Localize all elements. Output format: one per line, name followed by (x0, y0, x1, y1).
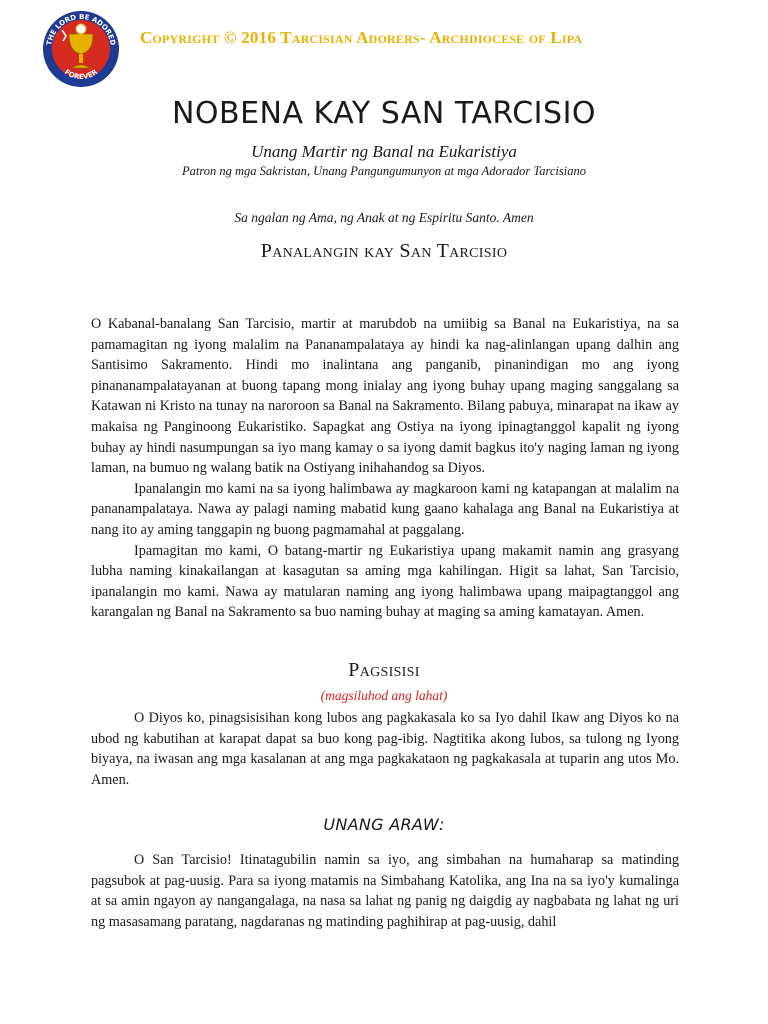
page-title: NOBENA KAY SAN TARCISIO (171, 96, 597, 131)
patron-line: Patron ng mga Sakristan, Unang Pangungumunyon at mga Adorador Tarcisiano (182, 164, 586, 178)
logo-bottom-text: FOREVER (62, 67, 100, 82)
prayer-paragraph: Ipanalangin mo kami na sa iyong halimbawa ay magkaroon kami ng katapangan at malalim na pananampalataya. Nawa ay palagi naming mabatid kung gaano kahalaga ang Banal na Eukaristiya at nang ito ay aming tanggapin ng buong pagmamahal at paggalang. (91, 480, 679, 538)
logo-top-text: THE LORD BE ADORED (45, 12, 117, 47)
prayer-paragraph: O Kabanal-banalang San Tarcisio, martir at marubdob na umiibig sa Banal na Eukaristiya, na sa pamamagitan ng iyong malalim na Pananampalataya ay hindi ka nag-alinlangan upang dalhin ang Santisimo Sakramento. Hindi mo inalintana ang panganib, pinanindigan mo ang iyong pinananampalatayanan at buong tapang mong inialay ang iyong buhay upang maging sanggalang sa Katawan ni Kristo na tunay na naroroon sa Banal na Sakramento. Bilang pabuya, minarapat na ikaw ay makaisa ng Panginoong Eukaristiko. Sapagkat ang Ostiya na iyong ipinagtanggol kapalit ng iyong buhay ay hindi nasumpungan sa iyo mang kamay o sa iyong damit bagkus ito'y naging laman ng iyong laman, na bumuo ng walang batik na Ostiyang inihahandog sa Diyos. (91, 316, 679, 477)
pagsisisi-paragraph: O Diyos ko, pinagsisisihan kong lubos ang pagkakasala ko sa Iyo dahil Ikaw ang Diyos ko na ubod ng kabutihan at karapat dapat sa buo kong pag-ibig. Nagtitika akong lubos, sa tulong ng Iyong biyaya, na iwasan ang mga kasalanan at ang mga pagkakataon ng pagkakasala at tuparin ang utos Mo. Amen. (91, 710, 679, 788)
prayer-paragraph: Ipamagitan mo kami, O batang-martir ng Eukaristiya upang makamit namin ang grasyang lubha naming kinakailangan at kasagutan sa aming mga kahilingan. Higit sa lahat, San Tarcisio, ipanalangin mo kami. Nawa ay matularan naming ang iyong halimbawa upang maipagtanggol ang karangalan ng Banal na Sakramento sa buo naming buhay at maging sa aming kamatayan. Amen. (91, 542, 679, 621)
prayer-heading: Panalangin kay San Tarcisio (260, 240, 508, 262)
page-subtitle: Unang Martir ng Banal na Eukaristiya (251, 142, 517, 161)
unang-araw-heading: UNANG ARAW: (323, 815, 445, 834)
unang-araw-section (91, 850, 679, 932)
chalice-seal-icon (40, 8, 122, 94)
rubric-instruction: (magsiluhod ang lahat) (320, 688, 448, 703)
invocation: Sa ngalan ng Ama, ng Anak at ng Espiritu Santo. Amen (234, 210, 534, 225)
prayer-section (91, 314, 679, 623)
pagsisisi-section (91, 708, 679, 790)
copyright-notice: Copyright © 2016 Tarcisian Adorers- Archdiocese of Lipa (140, 28, 583, 47)
pagsisisi-heading: Pagsisisi (348, 659, 420, 681)
unang-araw-paragraph: O San Tarcisio! Itinatagubilin namin sa iyo, ang simbahan na humaharap sa matinding pagsubok at pag-uusig. Para sa iyong matamis na Simbahang Katolika, ang Ina na sa iyo'y kumalinga at sa amin ngayon ay nangangalaga, na nasa sa lahat ng panig ng daigdig ay nagbabata ng lahat ng uri ng masasamang paratang, nagdaranas ng matinding paghihirap at pag-uusig, dahil (91, 852, 679, 930)
